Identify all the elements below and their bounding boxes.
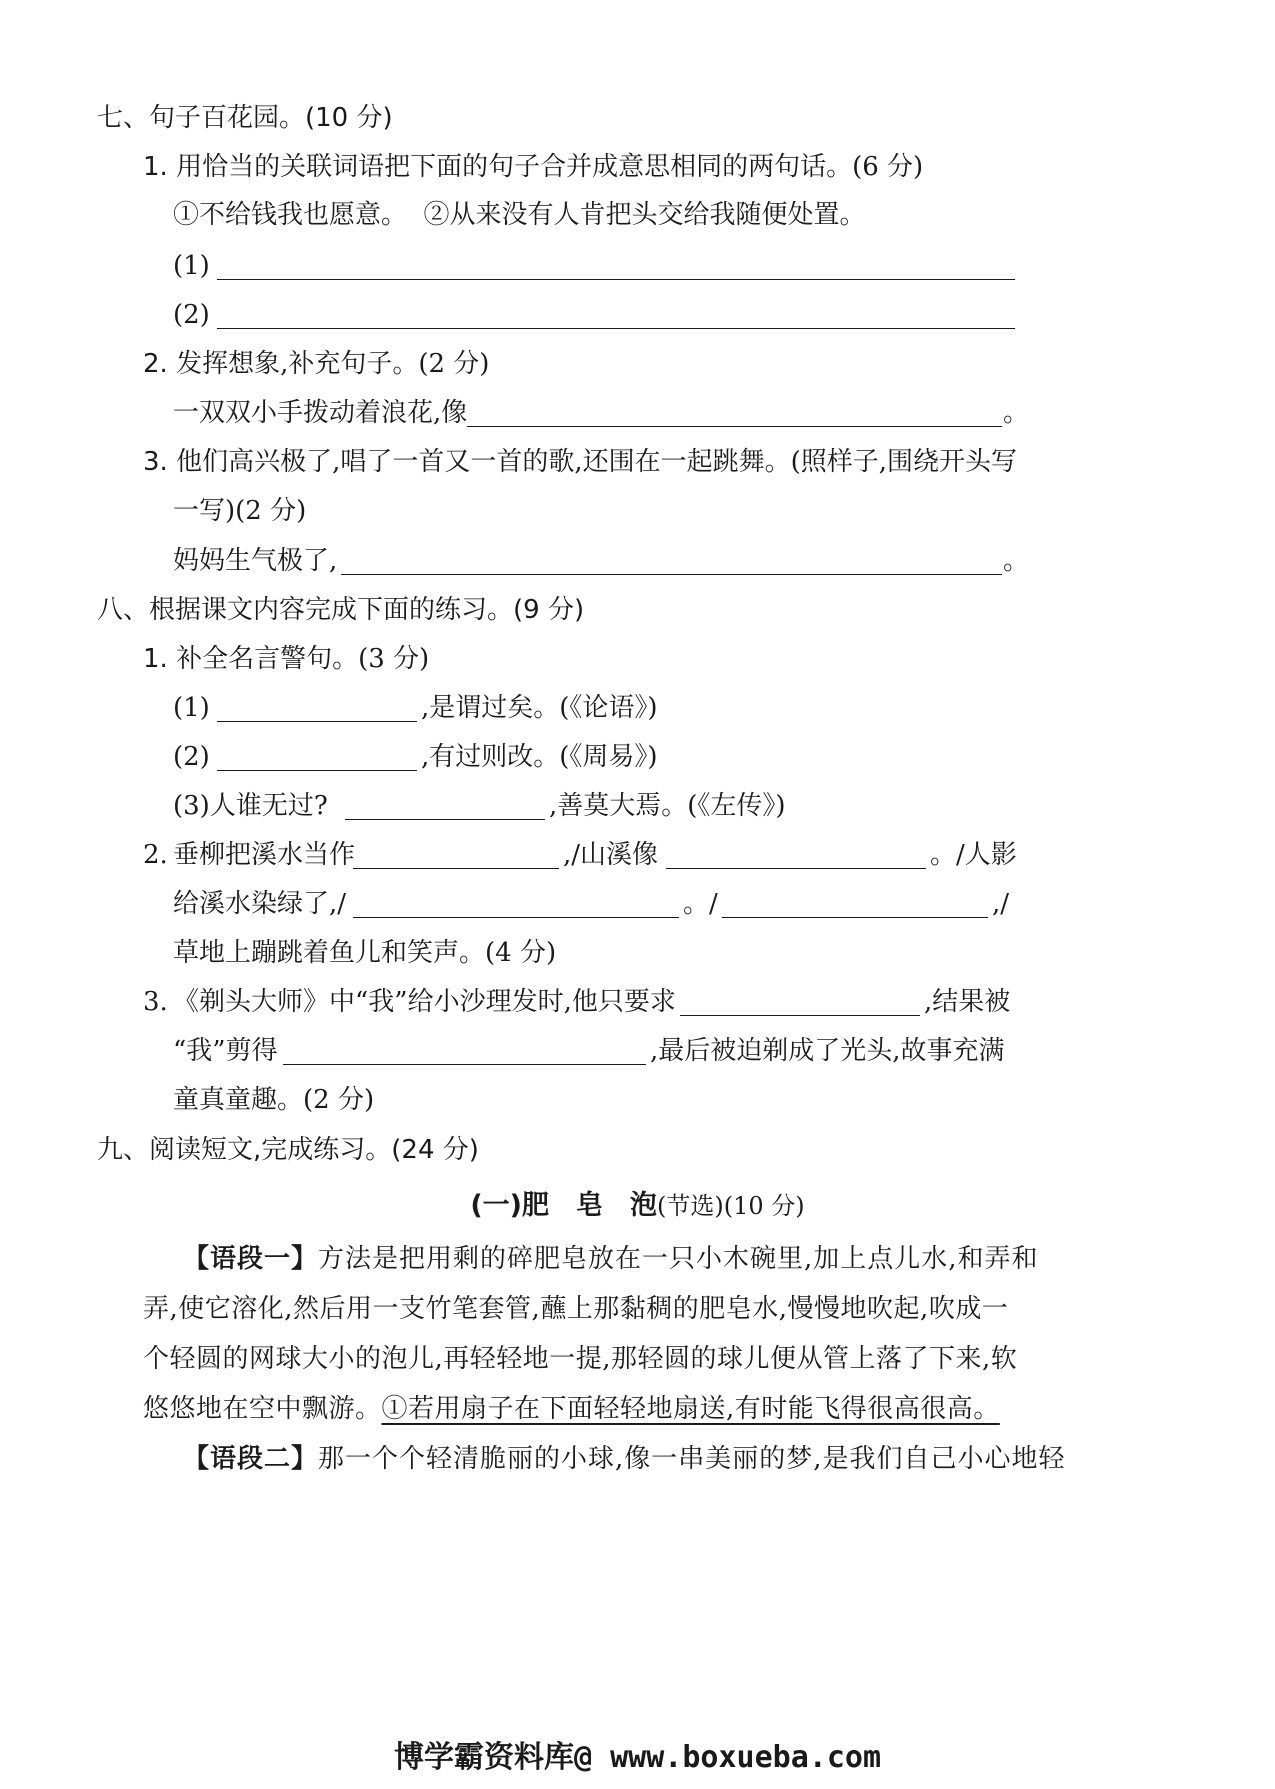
- q8-2-number: 2.: [143, 840, 168, 870]
- q8-2-text-g: 草地上蹦跳着鱼儿和笑声。(4 分): [173, 938, 557, 968]
- q7-3-answer-line[interactable]: [341, 574, 1002, 575]
- q7-1-text: 用恰当的关联词语把下面的句子合并成意思相同的两句话。(6 分): [176, 152, 924, 182]
- q8-1-number: 1.: [143, 644, 168, 674]
- q7-3-end: 。: [1003, 546, 1030, 576]
- paragraph-1-line-4: [143, 1393, 1000, 1425]
- q7-1-sentences: ①不给钱我也愿意。 ②从来没有人肯把头交给我随便处置。: [173, 200, 866, 230]
- section-7-heading: 七、句子百花园。(10 分): [97, 103, 393, 133]
- q8-2-blank-4[interactable]: [722, 917, 988, 918]
- paragraph-1-line-1-text: 方法是把用剩的碎肥皂放在一只小木碗里,加上点儿水,和弄和: [318, 1244, 1039, 1274]
- q8-1-line-1-text: ,是谓过矣。(《论语》): [421, 693, 658, 723]
- q8-3-text-c: “我”剪得: [173, 1036, 278, 1066]
- q8-2-text-d: 给溪水染绿了,/: [173, 889, 347, 919]
- paragraph-2-tag: 【语段二】: [183, 1444, 319, 1474]
- q8-3-text-b: ,结果被: [924, 987, 1011, 1017]
- passage-title-sub: (节选)(10 分): [657, 1192, 805, 1220]
- q7-2-end: 。: [1003, 398, 1030, 428]
- section-8-heading: 八、根据课文内容完成下面的练习。(9 分): [97, 595, 585, 625]
- q8-2-blank-3[interactable]: [353, 917, 679, 918]
- underlined-sentence-1: ①若用扇子在下面轻轻地扇送,有时能飞得很高很高。: [381, 1394, 1000, 1424]
- q7-1-answer-1-label: (1): [173, 251, 210, 281]
- q8-1-text: 补全名言警句。(3 分): [176, 644, 430, 674]
- paragraph-2-line-1-text: 那一个个轻清脆丽的小球,像一串美丽的梦,是我们自己小心地轻: [318, 1444, 1066, 1474]
- paragraph-2-line-1: [183, 1443, 1066, 1475]
- q7-1-answer-2-line[interactable]: [217, 328, 1015, 329]
- q8-1-blank-3[interactable]: [345, 819, 545, 820]
- q8-1-blank-1[interactable]: [217, 721, 417, 722]
- q8-2-blank-2[interactable]: [666, 868, 926, 869]
- q8-2-text-c: 。/人影: [930, 840, 1017, 870]
- section-9-heading: 九、阅读短文,完成练习。(24 分): [97, 1135, 479, 1165]
- q8-1: [143, 643, 429, 675]
- q8-2-text-a: 垂柳把溪水当作: [173, 840, 356, 870]
- q8-2-text-b: ,/山溪像: [563, 840, 659, 870]
- q7-2: [143, 348, 489, 380]
- passage-title-main: (一)肥 皂 泡: [470, 1190, 658, 1221]
- q8-2-blank-1[interactable]: [353, 868, 559, 869]
- q8-1-line-2-label: (2): [173, 742, 210, 772]
- q8-3-blank-2[interactable]: [283, 1064, 646, 1065]
- q7-1-answer-1-line[interactable]: [217, 279, 1015, 280]
- q7-3-prompt: 妈妈生气极了,: [173, 546, 338, 576]
- q7-3: [143, 446, 1017, 478]
- passage-title: [0, 1190, 1275, 1222]
- q8-3-text-a: 《剃头大师》中“我”给小沙理发时,他只要求: [173, 987, 676, 1017]
- paragraph-1-line-4-text: 悠悠地在空中飘游。: [143, 1394, 382, 1424]
- q7-3-text-cont: 一写)(2 分): [173, 496, 307, 526]
- q7-1-answer-2-label: (2): [173, 300, 210, 330]
- q7-3-text: 他们高兴极了,唱了一首又一首的歌,还围在一起跳舞。(照样子,围绕开头写: [176, 447, 1018, 477]
- watermark-footer: 博学霸资料库@ www.boxueba.com: [393, 1740, 882, 1775]
- q7-1: [143, 151, 923, 183]
- q7-2-text: 发挥想象,补充句子。(2 分): [176, 349, 490, 379]
- q8-1-line-2-text: ,有过则改。(《周易》): [421, 742, 658, 772]
- paragraph-1-tag: 【语段一】: [183, 1244, 319, 1274]
- q8-2-text-e: 。/: [683, 889, 718, 919]
- q8-3-text-e: 童真童趣。(2 分): [173, 1085, 375, 1115]
- q8-3-blank-1[interactable]: [680, 1015, 920, 1016]
- q8-1-line-3-label: (3)人谁无过?: [173, 791, 328, 821]
- q8-3-text-d: ,最后被迫剃成了光头,故事充满: [650, 1036, 1005, 1066]
- paragraph-1-line-3: 个轻圆的网球大小的泡儿,再轻轻地一提,那轻圆的球儿便从管上落了下来,软: [143, 1344, 1018, 1374]
- q8-1-line-1-label: (1): [173, 693, 210, 723]
- q7-2-answer-line[interactable]: [467, 426, 1002, 427]
- q8-2-text-f: ,/: [992, 889, 1010, 919]
- paragraph-1-line-1: [183, 1243, 1039, 1275]
- q7-1-number: 1.: [143, 152, 168, 182]
- q8-3-number: 3.: [143, 987, 168, 1017]
- q7-2-prompt: 一双双小手拨动着浪花,像: [173, 398, 468, 428]
- paragraph-1-line-2: 弄,使它溶化,然后用一支竹笔套管,蘸上那黏稠的肥皂水,慢慢地吹起,吹成一: [143, 1294, 1009, 1324]
- q8-1-line-3-text: ,善莫大焉。(《左传》): [549, 791, 786, 821]
- q7-2-number: 2.: [143, 349, 168, 379]
- q7-3-number: 3.: [143, 447, 168, 477]
- q8-1-blank-2[interactable]: [217, 770, 417, 771]
